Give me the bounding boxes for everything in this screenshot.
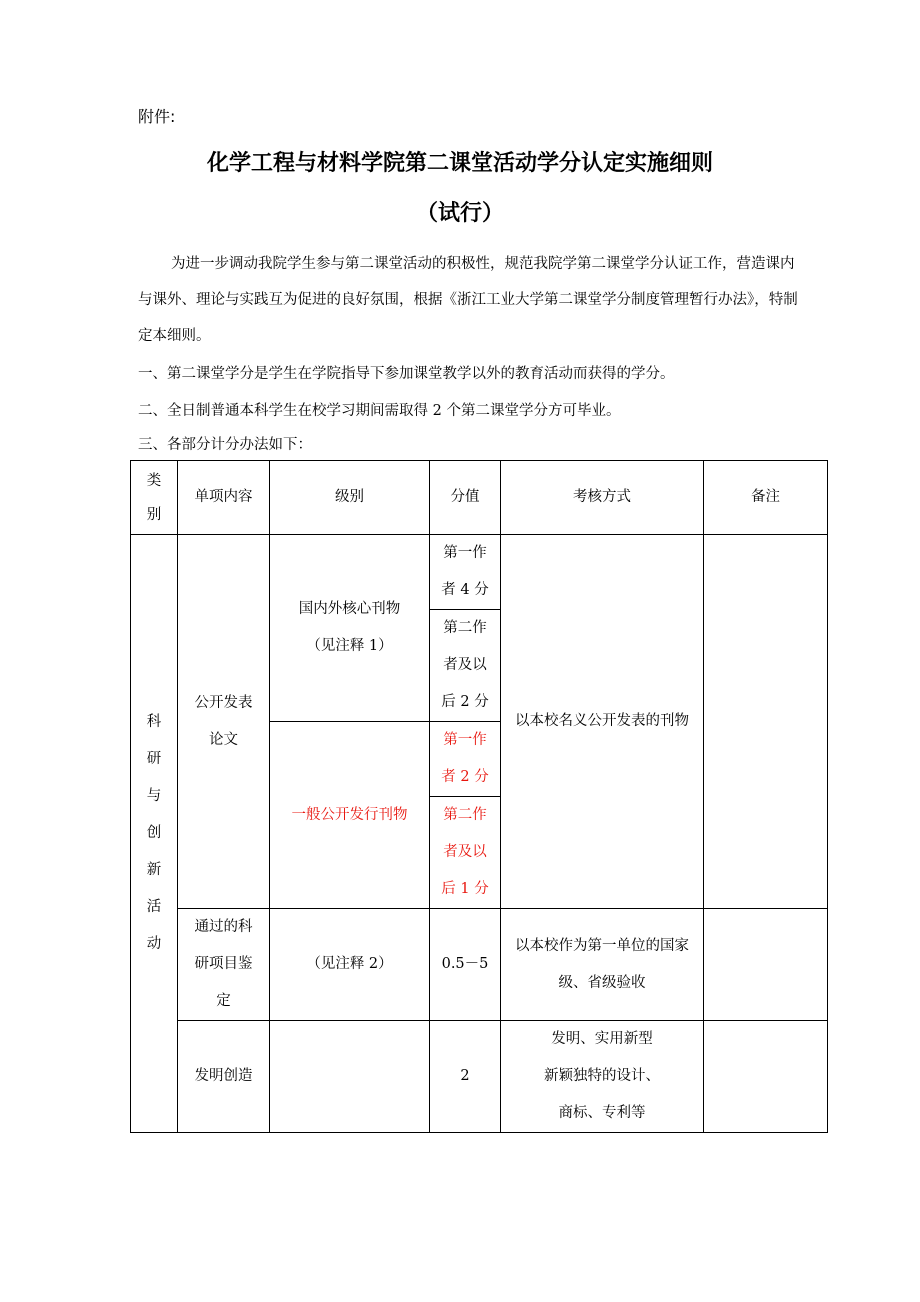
projects-assessment-cell — [501, 909, 704, 1021]
category-label: 科研与创新活动 — [146, 714, 162, 952]
core-other-score-cell — [430, 610, 501, 722]
projects-remark-cell — [704, 909, 828, 1021]
projects-item: 通过的科研项目鉴定 — [194, 919, 253, 1009]
category-cell — [131, 535, 178, 1133]
table-header-row — [131, 461, 828, 535]
inventions-assessment-line: 商标、专利等 — [558, 1105, 646, 1121]
attachment-label: 附件: — [138, 107, 176, 126]
core-first-score: 第一作者 4 分 — [441, 545, 489, 598]
inventions-item: 发明创造 — [178, 1021, 270, 1133]
header-assessment: 考核方式 — [501, 461, 704, 535]
table-row — [131, 909, 828, 1021]
header-level: 级别 — [270, 461, 430, 535]
core-other-score: 第二作者及以后 2 分 — [441, 620, 489, 710]
papers-assessment-cell — [501, 535, 704, 909]
general-other-score-cell — [430, 797, 501, 909]
document-subtitle: （试行） — [415, 201, 504, 226]
inventions-level — [270, 1021, 430, 1133]
general-level: 一般公开发行刊物 — [291, 806, 408, 823]
core-level-cell — [270, 535, 430, 722]
inventions-score: 2 — [430, 1021, 501, 1133]
papers-item: 公开发表论文 — [194, 694, 253, 748]
header-item: 单项内容 — [178, 461, 270, 535]
header-remark: 备注 — [704, 461, 828, 535]
header-score: 分值 — [430, 461, 501, 535]
inventions-assessment-line: 发明、实用新型 — [551, 1031, 653, 1047]
general-first-score: 第一作者 2 分 — [441, 732, 489, 785]
intro-paragraph: 为进一步调动我院学生参与第二课堂活动的积极性，规范我院学第二课堂学分认证工作，营造课内与课外、理论与实践互为促进的良好氛围，根据《浙江工业大学第二课堂学分制度管理暂行办法》，特制定本细则。 — [138, 256, 798, 344]
core-first-score-cell — [430, 535, 501, 610]
table-row — [131, 1021, 828, 1133]
rule-item-3: 三、各部分计分办法如下： — [138, 437, 312, 453]
inventions-assessment-line: 新颖独特的设计、 — [544, 1068, 660, 1084]
projects-score: 0.5－5 — [430, 909, 501, 1021]
papers-item-cell — [178, 535, 270, 909]
core-level: 国内外核心刊物（见注释 1） — [298, 601, 401, 654]
rule-item-1: 一、第二课堂学分是学生在学院指导下参加课堂教学以外的教育活动而获得的学分。 — [138, 366, 675, 382]
projects-level: （见注释 2） — [270, 909, 430, 1021]
credit-table — [130, 460, 828, 1133]
general-other-score: 第二作者及以后 1 分 — [441, 807, 489, 897]
inventions-remark-cell — [704, 1021, 828, 1133]
table-row — [131, 535, 828, 610]
document-title: 化学工程与材料学院第二课堂活动学分认定实施细则 — [206, 151, 713, 176]
general-level-cell — [270, 722, 430, 909]
papers-assessment: 以本校名义公开发表的刊物 — [515, 713, 689, 729]
header-category: 类别 — [131, 461, 178, 535]
projects-assessment: 以本校作为第一单位的国家级、省级验收 — [515, 937, 689, 991]
rule-item-2: 二、全日制普通本科学生在校学习期间需取得 2 个第二课堂学分方可毕业。 — [138, 403, 621, 419]
papers-remark-cell — [704, 535, 828, 909]
projects-item-cell — [178, 909, 270, 1021]
general-first-score-cell — [430, 722, 501, 797]
inventions-assessment-cell — [501, 1021, 704, 1133]
